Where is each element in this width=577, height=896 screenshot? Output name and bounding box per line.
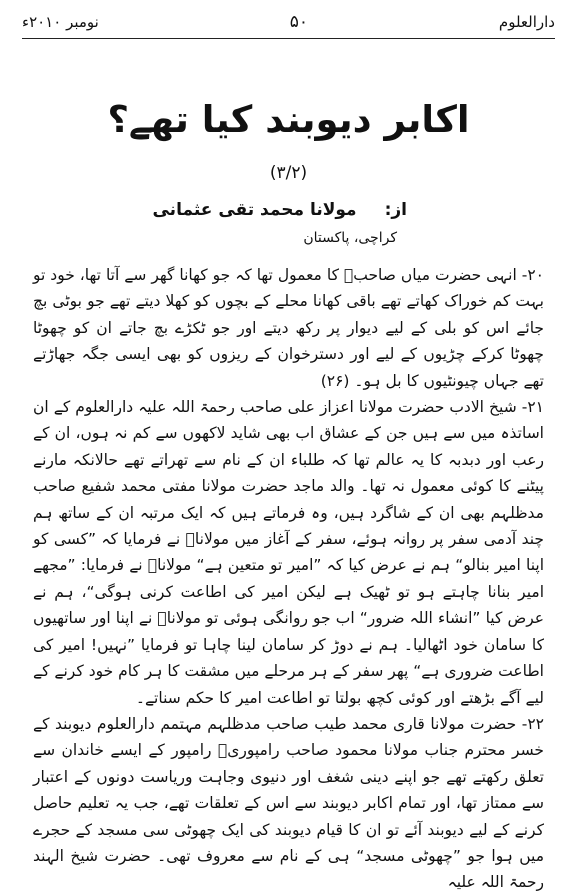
author-name: مولانا محمد تقی عثمانی [152,200,357,220]
paragraph-21: ۲۱- شیخ الادب حضرت مولانا اعزاز علی صاحب رحمۃ اللہ علیہ دارالعلوم کے ان اساتذہ میں سے ہیں جن کے عشاق اب بھی شاید لاکھوں سے کم نہ ہوں، ان کے رعب اور دبدبہ کا یہ عالم تھا کہ طلباء ان کے نام سے تھراتے تھے حالانکہ مارنے پیٹنے کا کوئی معمول نہ تھا۔ والد ماجد حضرت مولانا مفتی محمد شفیع صاحب مدظلہم بھی ان کے شاگرد ہیں، وہ فرماتے ہیں کہ ایک مرتبہ ان کے ساتھ ہم چند آدمی سفر پر روانہ ہوئے، سفر کے آغاز میں مولاناؒ نے فرمایا کہ ”کسی کو اپنا امیر بنالو“ ہم نے عرض کیا کہ ”امیر تو متعین ہے“ مولاناؒ نے فرمایا: ”مجھے امیر بنانا چاہتے ہو تو ٹھیک ہے لیکن امیر کی اطاعت کرنی ہوگی“، ہم نے عرض کیا ”انشاء اللہ ضرور“ اب جو روانگی ہوئی تو مولاناؒ نے اپنا اور ساتھیوں کا سامان خود اٹھالیا۔ ہم نے دوڑ کر سامان لینا چاہا تو فرمایا ”نہیں! امیر کی اطاعت ضروری ہے“ پھر سفر کے ہر مرحلے میں مشقت کا ہر کام خود کرنے کے لیے آگے بڑھتے اور کوئی کچھ بولتا تو اطاعت امیر کا حکم سناتے۔ [33,398,544,707]
article-title: اکابر دیوبند کیا تھے؟ [107,98,470,141]
part-indicator: (۳/۲) [269,163,308,183]
paragraph-20: ۲۰- انہی حضرت میاں صاحبؒ کا معمول تھا کہ جو کھانا گھر سے آتا تھا، خود تو بہت کم خوراک کھاتے تھے باقی کھانا محلے کے بچوں کو کھلا دیتے تھے جو بوٹی بچ جائے اس کو بلی کے لیے دیوار پر رکھ دیتے اور جو ٹکڑے بچ جاتے ان کو چھوٹا چھوٹا کرکے چڑیوں کے لیے اور دسترخوان کے ریزوں کو بھی ایسی جگہ جھاڑتے تھے جہاں چیونٹیوں کا بل ہو۔ (۲۶) [33,266,544,390]
page-number: ۵۰ [289,12,308,32]
by-label: از: [384,200,407,220]
journal-name: دارالعلوم [498,13,555,31]
page-header [22,8,555,36]
issue-date: نومبر ۲۰۱۰ء [22,13,99,31]
author-line [152,200,407,220]
author-location: کراچی، پاکستان [303,230,397,246]
paragraph-22: ۲۲- حضرت مولانا قاری محمد طیب صاحب مدظلہم مہتمم دارالعلوم دیوبند کے خسر محترم جناب مولانا محمود صاحب رامپوریؒ رامپور کے ایسے خاندان سے تعلق رکھتے تھے جو اپنے دینی شغف اور دنیوی وجاہت وریاست دونوں کے اعتبار سے ممتاز تھا، اور تمام اکابر دیوبند سے اس کے تعلقات تھے، جب یہ تعلیم حاصل کرنے کے لیے دیوبند آئے تو ان کا قیام دیوبند کی ایک چھوٹی سی مسجد کے حجرے میں ہوا جو ”چھوٹی مسجد“ ہی کے نام سے معروف تھی۔ حضرت شیخ الہند رحمۃ اللہ علیہ [33,714,544,892]
header-divider [22,38,555,39]
article-body [33,262,544,896]
